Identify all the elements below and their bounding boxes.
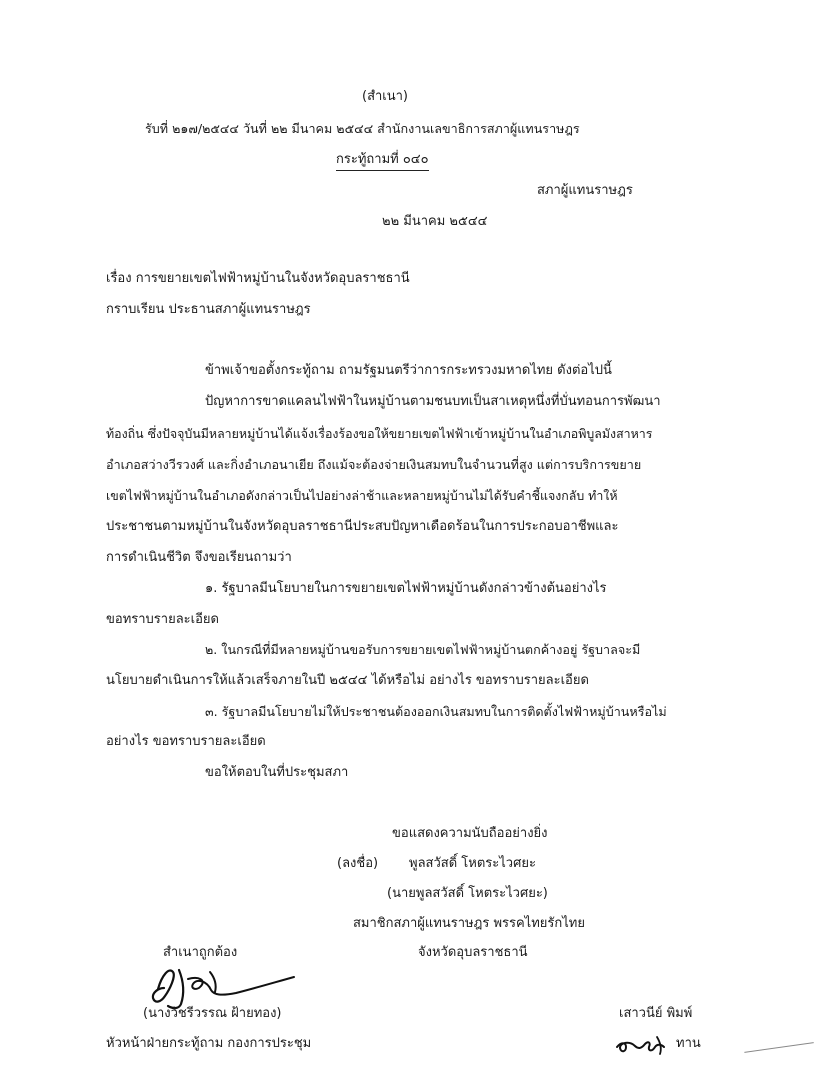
salutation-line: กราบเรียน ประธานสภาผู้แทนราษฎร: [106, 302, 311, 317]
question-3-line-2: อย่างไร ขอทราบรายละเอียด: [106, 734, 266, 749]
reviewer-initials: [614, 1033, 672, 1055]
signer-position: สมาชิกสภาผู้แทนราษฎร พรรคไทยรักไทย: [353, 916, 585, 931]
signed-name: พูลสวัสดิ์ โหตระไวศยะ: [409, 856, 536, 871]
body-intro: ข้าพเจ้าขอตั้งกระทู้ถาม ถามรัฐมนตรีว่าการกระทรวงมหาดไทย ดังต่อไปนี้: [205, 363, 612, 378]
respect-closing: ขอแสดงความนับถืออย่างยิ่ง: [392, 826, 548, 841]
handwritten-signature: [144, 962, 314, 1012]
body-paragraph-line-4: เขตไฟฟ้าหมู่บ้านในอำเภอดังกล่าวเป็นไปอย่างล่าช้าและหลายหมู่บ้านไม่ได้รับคำชี้แจงกลับ ทำให้: [106, 488, 618, 503]
closing-request: ขอให้ตอบในที่ประชุมสภา: [205, 765, 349, 780]
institution: สภาผู้แทนราษฎร: [537, 183, 633, 198]
question-number: กระทู้ถามที่ ๐๔๐: [336, 152, 429, 171]
question-2-line-2: นโยบายดำเนินการให้แล้วเสร็จภายในปี ๒๕๔๔ ได้หรือไม่ อย่างไร ขอทราบรายละเอียด: [106, 673, 589, 688]
question-3-line-1: ๓. รัฐบาลมีนโยบายไม่ให้ประชาชนต้องออกเงินสมทบในการติดตั้งไฟฟ้าหมู่บ้านหรือไม่: [205, 704, 667, 719]
page-corner-mark: [744, 1042, 816, 1069]
document-date: ๒๒ มีนาคม ๒๕๔๔: [382, 214, 488, 229]
signed-prefix: (ลงชื่อ): [337, 856, 379, 871]
printed-name: (นายพูลสวัสดิ์ โหตระไวศยะ): [387, 886, 548, 901]
signer-province: จังหวัดอุบลราชธานี: [418, 945, 528, 960]
question-1-line-2: ขอทราบรายละเอียด: [106, 612, 219, 627]
receipt-line: รับที่ ๒๑๗/๒๕๔๔ วันที่ ๒๒ มีนาคม ๒๕๔๔ สำนักงานเลขาธิการสภาผู้แทนราษฎร: [145, 121, 580, 136]
copy-mark: (สำเนา): [362, 89, 409, 104]
body-paragraph-line-2: ท้องถิ่น ซึ่งปัจจุบันมีหลายหมู่บ้านได้แจ้งเรื่องร้องขอให้ขยายเขตไฟฟ้าเข้าหมู่บ้านในอำเภอพิบูลมังสาหาร: [106, 426, 653, 441]
reviewed-by: ทาน: [676, 1036, 701, 1051]
question-2-line-1: ๒. ในกรณีที่มีหลายหมู่บ้านขอรับการขยายเขตไฟฟ้าหมู่บ้านตกค้างอยู่ รัฐบาลจะมี: [205, 642, 641, 657]
typed-by: เสาวนีย์ พิมพ์: [619, 1006, 693, 1021]
certification-label: สำเนาถูกต้อง: [163, 945, 238, 960]
body-paragraph-line-3: อำเภอสว่างวีรวงศ์ และกิ่งอำเภอนาเยีย ถึงแม้จะต้องจ่ายเงินสมทบในจำนวนที่สูง แต่การบริการขยาย: [106, 457, 642, 472]
body-paragraph-line-5: ประชาชนตามหมู่บ้านในจังหวัดอุบลราชธานีประสบปัญหาเดือดร้อนในการประกอบอาชีพและ: [106, 519, 619, 534]
body-paragraph-line-6: การดำเนินชีวิต จึงขอเรียนถามว่า: [106, 550, 292, 565]
certifier-title: หัวหน้าฝ่ายกระทู้ถาม กองการประชุม: [106, 1036, 312, 1051]
subject-line: เรื่อง การขยายเขตไฟฟ้าหมู่บ้านในจังหวัดอุบลราชธานี: [106, 271, 410, 286]
question-1-line-1: ๑. รัฐบาลมีนโยบายในการขยายเขตไฟฟ้าหมู่บ้านดังกล่าวข้างต้นอย่างไร: [205, 581, 607, 596]
body-paragraph-line-1: ปัญหาการขาดแคลนไฟฟ้าในหมู่บ้านตามชนบทเป็นสาเหตุหนึ่งที่บั่นทอนการพัฒนา: [205, 394, 661, 409]
certifier-name: (นางวัชรีวรรณ ฝ้ายทอง): [143, 1006, 282, 1021]
